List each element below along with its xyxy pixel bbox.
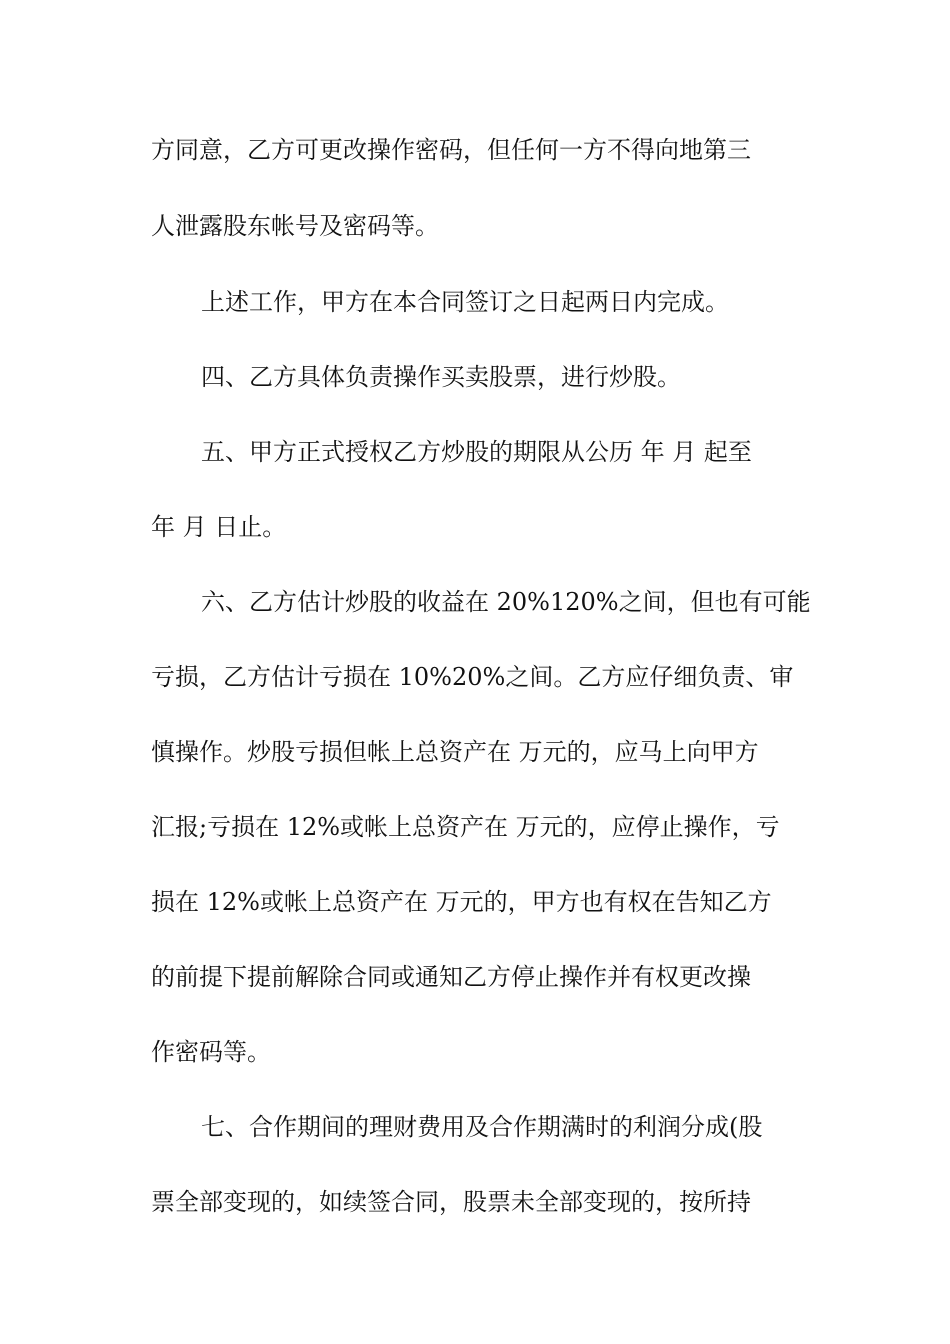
text-line-6: 年 月 日止。 <box>151 513 287 541</box>
text-line-2: 人泄露股东帐号及密码等。 <box>151 212 439 240</box>
text-line-7: 六、乙方估计炒股的收益在 20%120%之间，但也有可能 <box>201 588 811 616</box>
text-line-8: 亏损，乙方估计亏损在 10%20%之间。乙方应仔细负责、审 <box>151 663 794 691</box>
text-line-9: 慎操作。炒股亏损但帐上总资产在 万元的，应马上向甲方 <box>151 738 759 766</box>
text-line-1: 方同意，乙方可更改操作密码，但任何一方不得向地第三 <box>151 136 751 164</box>
text-line-5: 五、甲方正式授权乙方炒股的期限从公历 年 月 起至 <box>201 438 752 466</box>
text-line-3: 上述工作，甲方在本合同签订之日起两日内完成。 <box>201 288 729 316</box>
text-line-4: 四、乙方具体负责操作买卖股票，进行炒股。 <box>201 363 681 391</box>
text-line-11: 损在 12%或帐上总资产在 万元的，甲方也有权在告知乙方 <box>151 888 772 916</box>
text-line-12: 的前提下提前解除合同或通知乙方停止操作并有权更改操 <box>151 963 751 991</box>
text-line-10: 汇报;亏损在 12%或帐上总资产在 万元的，应停止操作，亏 <box>151 813 780 841</box>
text-line-13: 作密码等。 <box>151 1038 271 1066</box>
text-line-15: 票全部变现的，如续签合同，股票未全部变现的，按所持 <box>151 1188 751 1216</box>
text-line-14: 七、合作期间的理财费用及合作期满时的利润分成(股 <box>201 1113 763 1141</box>
